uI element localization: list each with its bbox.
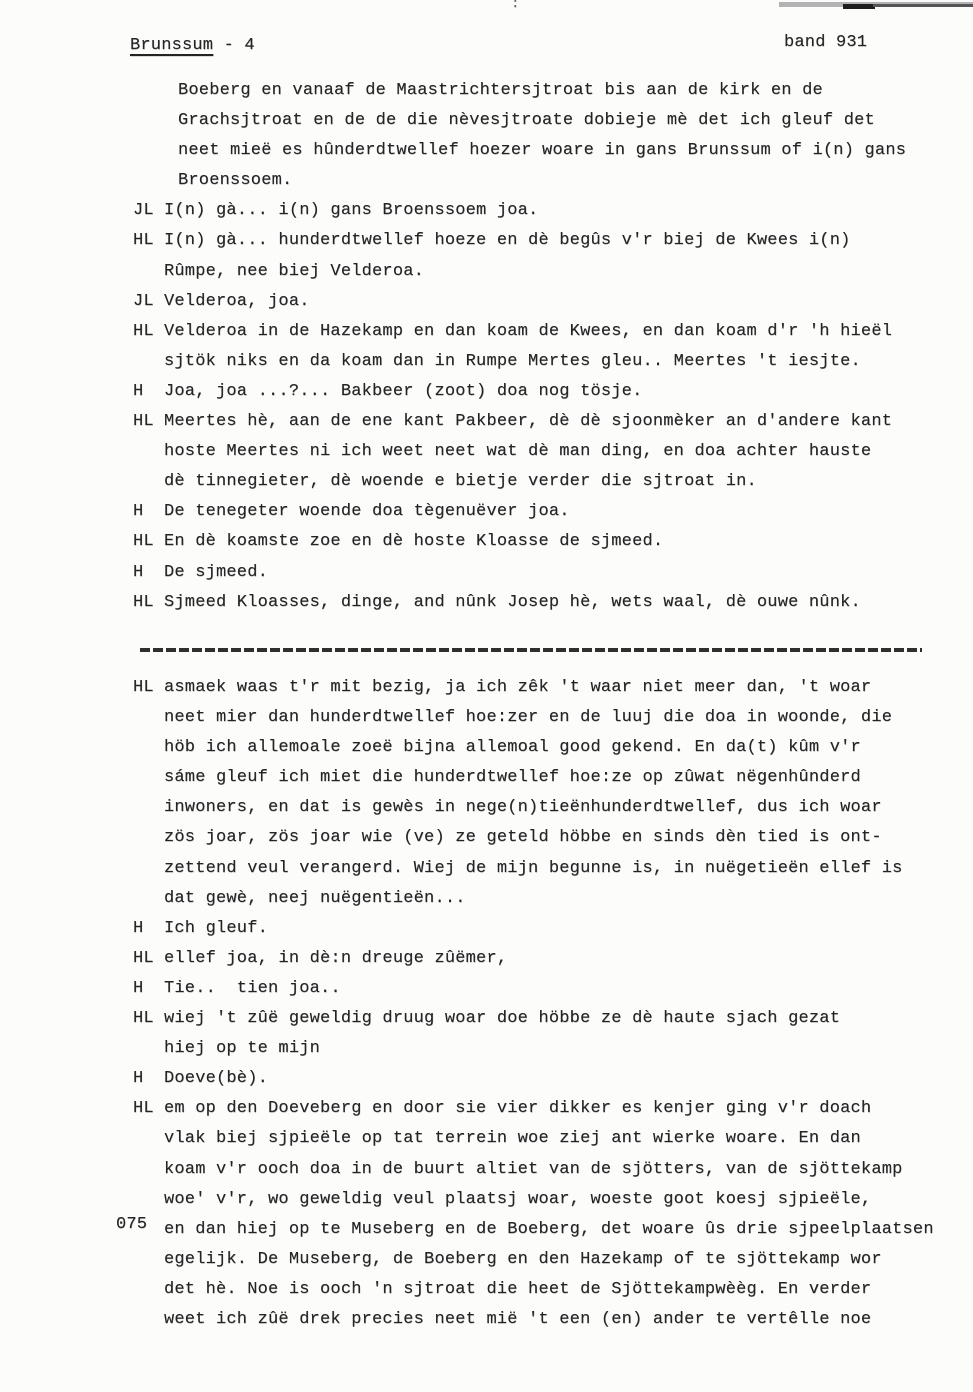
transcript-line: ellef joa, in dè:n dreuge zûëmer,	[164, 948, 508, 968]
speaker-label: JL	[133, 201, 154, 221]
speaker-label: HL	[133, 678, 154, 697]
margin-note: 075	[116, 1215, 148, 1234]
transcript-line: Velderoa, joa.	[164, 291, 310, 311]
transcript-entry	[133, 287, 964, 317]
transcript-line: koam v'r ooch doa in de buurt altiet van de sjötters, van de sjöttekamp	[164, 1159, 903, 1179]
transcript-line: De sjmeed.	[164, 562, 269, 582]
transcript-line: sjtök niks en da koam dan in Rumpe Mertes gleu.. Meertes 't iesjte.	[164, 351, 861, 371]
page-title	[130, 36, 255, 55]
transcript-entry	[133, 317, 964, 377]
transcript-line: woe' v'r, wo geweldig veul plaatsj woar, woeste goot koesj sjpieële,	[164, 1189, 872, 1209]
transcript-line: Tie.. tien joa..	[164, 978, 341, 998]
transcript-line: asmaek waas t'r mit bezig, ja ich zêk 't waar niet meer dan, 't woar	[164, 678, 872, 697]
speaker-label: H	[133, 918, 144, 938]
transcript-line: Velderoa in de Hazekamp en dan koam de Kwees, en dan koam d'r 'h hieël	[164, 321, 893, 341]
transcript-line: Meertes hè, aan de ene kant Pakbeer, dè dè sjoonmèker an d'andere kant	[164, 412, 893, 432]
scan-mark: :	[511, 0, 520, 12]
transcript-line: I(n) gà... hunderdtwellef hoeze en dè begûs v'r biej de Kwees i(n)	[164, 231, 851, 251]
transcript-entry	[133, 1004, 964, 1064]
speaker-label: HL	[133, 948, 154, 968]
transcript-line: Grachsjtroat en de de die nèvesjtroate dobieje mè det ich gleuf det	[178, 111, 875, 131]
transcript-line: sáme gleuf ich miet die hunderdtwellef hoe:ze op zûwat nëgenhûnderd	[164, 768, 861, 788]
speaker-label: HL	[133, 532, 154, 552]
speaker-label: HL	[133, 231, 154, 251]
transcript-line: hiej op te mijn	[164, 1039, 321, 1059]
speaker-label: H	[133, 978, 144, 998]
transcript-line: Boeberg en vanaaf de Maastrichtersjtroat bis aan de kirk en de	[178, 81, 823, 100]
transcript-entry	[133, 588, 964, 618]
transcript-entry	[133, 527, 964, 557]
transcript-entry	[133, 914, 964, 944]
transcript-entry	[133, 944, 964, 974]
transcript-entry	[133, 497, 964, 527]
transcript-line: dè tinnegieter, dè woende e bietje verder die sjtroat in.	[164, 472, 757, 492]
page-title-number: - 4	[213, 36, 255, 55]
transcript-line: zös joar, zös joar wie (ve) ze geteld höbbe en sinds dèn tied is ont-	[164, 828, 882, 848]
transcript-line: inwoners, en dat is gewès in nege(n)tieënhunderdtwellef, dus ich woar	[164, 798, 882, 818]
page-title-name: Brunssum	[130, 36, 214, 55]
speaker-label: H	[133, 502, 144, 522]
transcript-line: dat gewè, neej nuëgentieën...	[164, 888, 466, 908]
speaker-label: HL	[133, 1009, 154, 1029]
transcript-line: neet mier dan hunderdtwellef hoe:zer en de luuj die doa in woonde, die	[164, 708, 893, 728]
transcript-line: en dan hiej op te Museberg en de Boeberg, det woare ûs drie sjpeelplaatsen	[164, 1219, 934, 1239]
transcript-line: Joa, joa ...?... Bakbeer (zoot) doa nog tösje.	[164, 381, 643, 401]
dialogue-separator	[140, 648, 922, 652]
transcript-line: Doeve(bè).	[164, 1069, 269, 1089]
speaker-label: HL	[133, 412, 154, 432]
transcript-line: I(n) gà... i(n) gans Broenssoem joa.	[164, 201, 539, 221]
transcript-entry	[178, 76, 964, 196]
transcript-entry	[133, 974, 964, 1004]
transcript-line: hoste Meertes ni ich weet neet wat dè man ding, en doa achter hauste	[164, 442, 872, 462]
transcript-entry	[133, 377, 964, 407]
transcript-line: vlak biej sjpieële op tat terrein woe ziej ant wierke woare. En dan	[164, 1129, 861, 1149]
speaker-label: HL	[133, 1099, 154, 1119]
scan-rule-mid	[873, 4, 973, 7]
transcript-line: weet ich zûë drek precies neet mië 't een (en) ander te vertêlle noe	[164, 1309, 872, 1329]
speaker-label: HL	[133, 321, 154, 341]
transcript-block-2	[133, 673, 964, 1335]
transcript-block-1	[133, 76, 964, 618]
speaker-label: H	[133, 1069, 144, 1089]
transcript-entry	[133, 196, 964, 226]
transcript-entry	[133, 673, 964, 914]
speaker-label: H	[133, 562, 144, 582]
speaker-label: HL	[133, 592, 154, 612]
transcript-entry	[133, 407, 964, 497]
scan-rule-dark	[843, 4, 875, 9]
transcript-entry	[133, 1094, 964, 1335]
transcript-line: Sjmeed Kloasses, dinge, and nûnk Josep hè, wets waal, dè ouwe nûnk.	[164, 592, 861, 612]
transcript-line: wiej 't zûë geweldig druug woar doe höbbe ze dè haute sjach gezat	[164, 1009, 841, 1029]
speaker-label: H	[133, 381, 144, 401]
transcript-line: De tenegeter woende doa tègenuëver joa.	[164, 502, 570, 522]
transcript-line: En dè koamste zoe en dè hoste Kloasse de sjmeed.	[164, 532, 664, 552]
transcript-line: Broenssoem.	[178, 171, 293, 191]
transcript-line: zettend veul verangerd. Wiej de mijn begunne is, in nuëgetieën ellef is	[164, 858, 903, 878]
transcript-entry	[133, 558, 964, 588]
transcript-entry	[133, 1064, 964, 1094]
transcript-line: Rûmpe, nee biej Velderoa.	[164, 261, 425, 281]
transcript-line: neet mieë es hûnderdtwellef hoezer woare in gans Brunssum of i(n) gans	[178, 141, 907, 161]
transcript-line: em op den Doeveberg en door sie vier dikker es kenjer ging v'r doach	[164, 1099, 872, 1119]
transcript-line: egelijk. De Museberg, de Boeberg en den Hazekamp of te sjöttekamp wor	[164, 1249, 882, 1269]
transcript-line: det hè. Noe is ooch 'n sjtroat die heet de Sjöttekampwèèg. En verder	[164, 1279, 872, 1299]
speaker-label: JL	[133, 291, 154, 311]
transcript-entry	[133, 226, 964, 286]
transcript-line: höb ich allemoale zoeë bijna allemoal good gekend. En da(t) kûm v'r	[164, 738, 861, 758]
band-number: band 931	[784, 33, 868, 52]
transcript-line: Ich gleuf.	[164, 918, 269, 938]
